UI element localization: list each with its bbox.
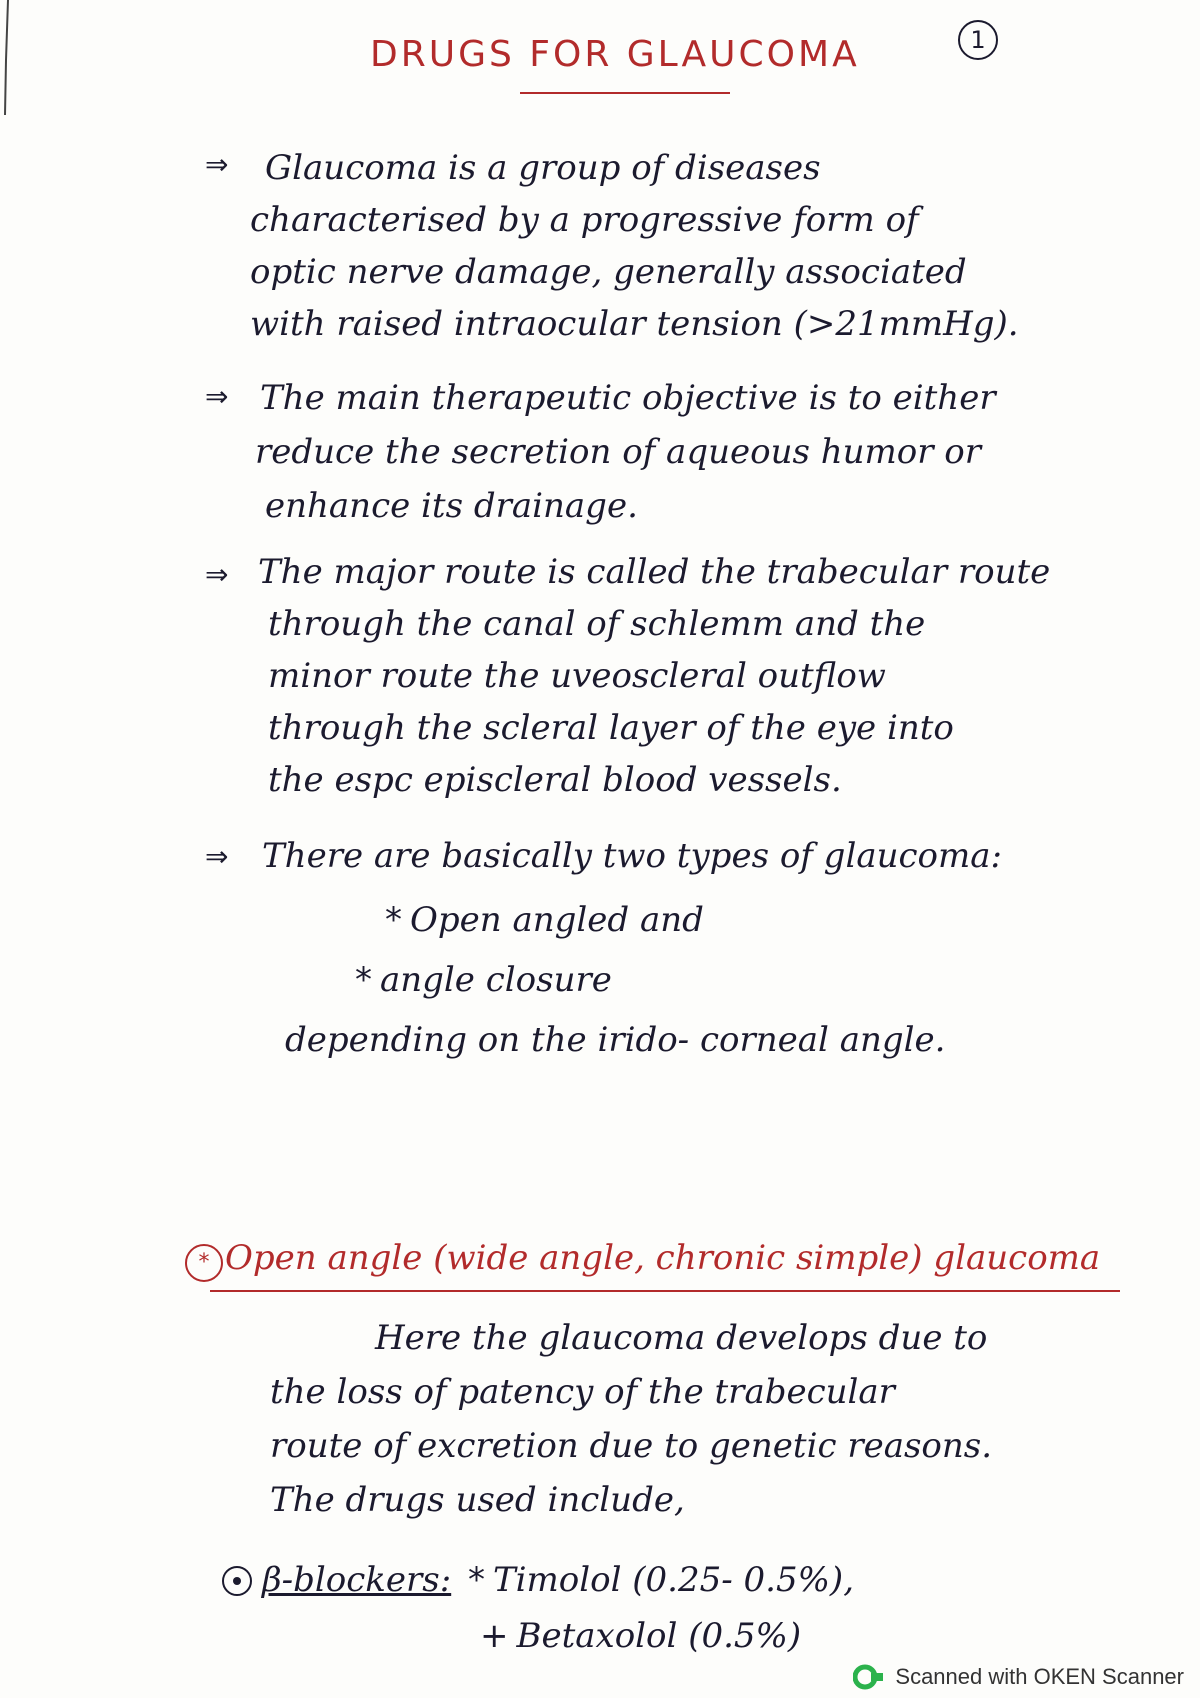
text-line: optic nerve damage, generally associated [250, 252, 967, 292]
title-underline [520, 92, 730, 94]
text-line: The main therapeutic objective is to either [260, 378, 996, 418]
dot-bullet-icon [222, 1566, 252, 1596]
page-edge-mark [0, 0, 14, 120]
list-item [385, 900, 704, 940]
text-line: The drugs used include, [270, 1480, 685, 1520]
text-line: The major route is called the trabecular route [258, 552, 1051, 592]
plus-icon: + [480, 1616, 509, 1656]
text-line: with raised intraocular tension (>21mmHg). [250, 304, 1019, 344]
starred-circle-icon: * [185, 1244, 223, 1282]
drug-class-label: β-blockers: [262, 1560, 452, 1600]
text-line: depending on the irido- corneal angle. [285, 1020, 946, 1060]
drug-item: Betaxolol (0.5%) [516, 1616, 802, 1656]
text-line: characterised by a progressive form of [250, 200, 919, 240]
text-line: enhance its drainage. [265, 486, 638, 526]
text-line: the loss of patency of the trabecular [270, 1372, 895, 1412]
watermark-text: Scanned with OKEN Scanner [895, 1664, 1184, 1689]
list-item [355, 960, 612, 1000]
list-item-text: Open angled and [410, 900, 704, 940]
arrow-icon: ⇒ [205, 148, 229, 181]
section-heading: Open angle (wide angle, chronic simple) glaucoma [225, 1238, 1101, 1278]
text-line: route of excretion due to genetic reasons. [270, 1426, 993, 1466]
drug-item: Timolol (0.25- 0.5%), [493, 1560, 855, 1600]
text-line: reduce the secretion of aqueous humor or [255, 432, 982, 472]
list-item-text: angle closure [380, 960, 612, 1000]
arrow-icon: ⇒ [205, 380, 229, 413]
arrow-icon: ⇒ [205, 558, 229, 591]
text-line: There are basically two types of glaucoma: [262, 836, 1002, 876]
drug-class-row [262, 1560, 854, 1600]
asterisk-icon: * [355, 960, 372, 1000]
scanner-logo-icon [853, 1664, 885, 1690]
drug-item-row [480, 1616, 801, 1656]
page-number: 1 [958, 20, 998, 60]
section-heading-underline [210, 1290, 1120, 1292]
asterisk-icon: * [468, 1560, 485, 1600]
text-line: the espc episcleral blood vessels. [268, 760, 842, 800]
page-title: DRUGS FOR GLAUCOMA [370, 34, 860, 75]
asterisk-icon: * [385, 900, 402, 940]
text-line: Here the glaucoma develops due to [375, 1318, 988, 1358]
scanner-watermark [853, 1664, 1184, 1690]
arrow-icon: ⇒ [205, 840, 229, 873]
text-line: Glaucoma is a group of diseases [265, 148, 821, 188]
text-line: minor route the uveoscleral outflow [268, 656, 886, 696]
text-line: through the scleral layer of the eye into [268, 708, 954, 748]
text-line: through the canal of schlemm and the [268, 604, 926, 644]
